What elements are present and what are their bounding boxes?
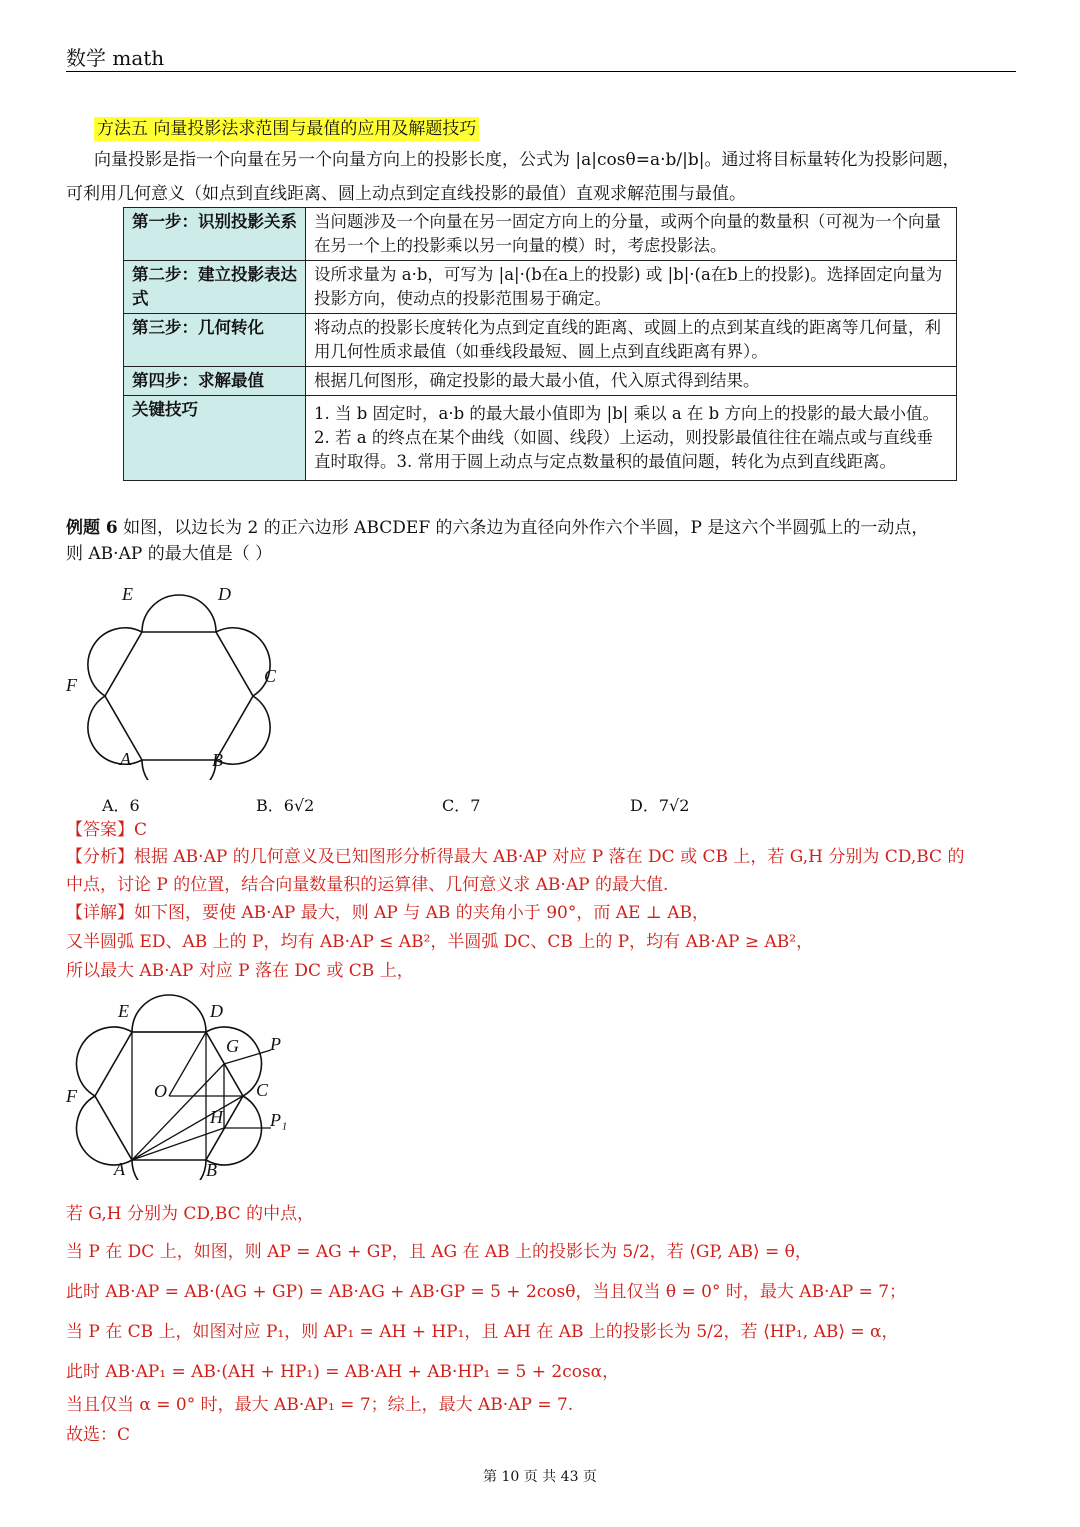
label-b: B — [206, 1160, 217, 1180]
label-g: G — [226, 1036, 239, 1056]
solution-line-5: 此时 AB·AP₁ = AB·(AH + HP₁) = AB·AH + AB·HP₁ = 5 + 2cosα， — [66, 1362, 620, 1382]
table-row — [124, 367, 957, 396]
hexagon — [105, 632, 253, 760]
intro-line-2: 可利用几何意义（如点到直线距离、圆上动点到定直线投影的最值）直观求解范围与最值。 — [66, 184, 746, 204]
detail-line-1: 【详解】如下图，要使 AB·AP 最大，则 AP 与 AB 的夹角小于 90°，而 AE ⊥ AB， — [66, 903, 709, 923]
table-row — [124, 396, 957, 481]
semicircle-cd — [216, 628, 270, 696]
example-text-1: 如图，以边长为 2 的正六边形 ABCDEF 的六条边为直径向外作六个半圆，P 是这六个半圆弧上的一动点， — [123, 518, 929, 538]
label-e: E — [118, 1001, 129, 1021]
solution-line-3: 此时 AB·AP = AB·(AG + GP) = AB·AG + AB·GP = 5 + 2cosθ，当且仅当 θ = 0° 时，最大 AB·AP = 7； — [66, 1282, 907, 1302]
detail-line-2: 又半圆弧 ED、AB 上的 P，均有 AB·AP ≤ AB²，半圆弧 DC、CB 上的 P，均有 AB·AP ≥ AB²， — [66, 932, 814, 952]
step-text: 1. 当 b 固定时，a·b 的最大最小值即为 |b| 乘以 a 在 b 方向上的投影的最大最小值。2. 若 a 的终点在某个曲线（如圆、线段）上运动，则投影最值往往在端点或与直线垂直时取得。3. 常用于圆上动点与定点数量积的最值问题，转化为点到直线距离。 — [306, 396, 957, 481]
step-text: 当问题涉及一个向量在另一固定方向上的分量，或两个向量的数量积（可视为一个向量在另一个上的投影乘以另一向量的模）时，考虑投影法。 — [306, 208, 957, 261]
detail-line-3: 所以最大 AB·AP 对应 P 落在 DC 或 CB 上， — [66, 961, 414, 981]
table-row — [124, 208, 957, 261]
semicircle-fa — [88, 696, 142, 764]
analysis-line-2: 中点，讨论 P 的位置，结合向量数量积的运算律、几何意义求 AB·AP 的最大值. — [66, 875, 669, 895]
solution-line-4: 当 P 在 CB 上，如图对应 P₁，则 AP₁ = AH + HP₁，且 AH 在 AB 上的投影长为 5/2，若 ⟨HP₁, AB⟩ = α， — [66, 1322, 899, 1342]
table-row — [124, 314, 957, 367]
solution-line-6: 当且仅当 α = 0° 时，最大 AB·AP₁ = 7；综上，最大 AB·AP = 7. — [66, 1395, 574, 1415]
label-d: D — [218, 584, 231, 604]
label-h: H — [210, 1107, 223, 1127]
semicircle-ab — [142, 760, 216, 780]
example-label: 例题 6 — [66, 518, 118, 538]
step-text: 将动点的投影长度转化为点到定直线的距离、或圆上的点到某直线的距离等几何量，利用几何性质求最值（如垂线段最短、圆上点到直线距离有界）。 — [306, 314, 957, 367]
label-d: D — [210, 1001, 223, 1021]
step-text: 设所求量为 a·b，可写为 |a|·(b在a上的投影) 或 |b|·(a在b上的投影)。选择固定向量为投影方向，使动点的投影范围易于确定。 — [306, 261, 957, 314]
step-key: 第三步：几何转化 — [124, 314, 306, 367]
step-key: 关键技巧 — [124, 396, 306, 481]
page-footer: 第 10 页 共 43 页 — [483, 1469, 597, 1485]
label-p1: P₁ — [270, 1110, 288, 1130]
step-key: 第一步：识别投影关系 — [124, 208, 306, 261]
label-e: E — [122, 584, 133, 604]
label-o: O — [154, 1081, 167, 1101]
label-f: F — [66, 1086, 77, 1106]
method-title: 方法五 向量投影法求范围与最值的应用及解题技巧 — [94, 117, 479, 141]
label-c: C — [256, 1080, 269, 1100]
label-a: A — [114, 1159, 125, 1179]
semicircle-ef — [88, 628, 142, 696]
intro-line-1: 向量投影是指一个向量在另一个向量方向上的投影长度，公式为 |a|cosθ=a·b/|b|。通过将目标量转化为投影问题， — [94, 150, 960, 170]
steps-table — [123, 207, 957, 481]
label-f: F — [66, 675, 77, 695]
example-line-2: 则 AB·AP 的最大值是（ ） — [66, 544, 273, 564]
semicircle-ef — [77, 1027, 132, 1096]
step-key: 第二步：建立投影表达式 — [124, 261, 306, 314]
page-header: 数学 math — [66, 46, 165, 70]
label-c: C — [264, 666, 277, 686]
semicircle-bc — [216, 696, 270, 764]
option-a: A．6 — [102, 796, 140, 815]
solution-line-1: 若 G,H 分别为 CD,BC 的中点， — [66, 1204, 315, 1224]
semicircle-fa — [77, 1096, 132, 1165]
solution-line-7: 故选：C — [66, 1425, 131, 1445]
solution-line-2: 当 P 在 DC 上，如图，则 AP = AG + GP，且 AG 在 AB 上的投影长为 5/2，若 ⟨GP, AB⟩ = θ， — [66, 1242, 812, 1262]
semicircle-ab — [132, 1160, 206, 1180]
option-c: C．7 — [442, 796, 481, 815]
semicircle-de — [132, 995, 206, 1032]
label-p: P — [270, 1034, 281, 1054]
option-d: D．7√2 — [630, 796, 690, 815]
header-rule — [66, 71, 1016, 72]
semicircle-de — [142, 595, 216, 632]
table-row — [124, 261, 957, 314]
step-text: 根据几何图形，确定投影的最大最小值，代入原式得到结果。 — [306, 367, 957, 396]
example-line-1 — [66, 514, 1016, 542]
answer: 【答案】C — [66, 820, 148, 840]
step-key: 第四步：求解最值 — [124, 367, 306, 396]
hexagon-figure-2 — [64, 980, 304, 1180]
hexagon-figure-1 — [64, 580, 294, 780]
analysis-line-1: 【分析】根据 AB·AP 的几何意义及已知图形分析得最大 AB·AP 对应 P 落在 DC 或 CB 上，若 G,H 分别为 CD,BC 的 — [66, 847, 965, 867]
option-b: B．6√2 — [256, 796, 315, 815]
label-b: B — [212, 750, 223, 770]
label-a: A — [120, 749, 131, 769]
segment-od — [169, 1032, 206, 1096]
